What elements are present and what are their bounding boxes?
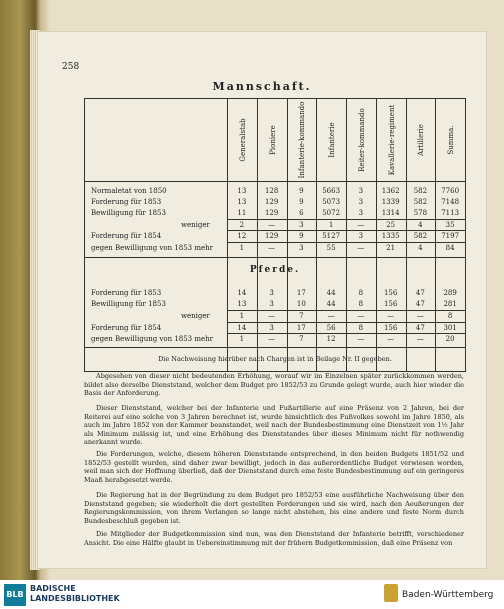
table-cell: 1 [328, 221, 334, 229]
table-cell: 21 [386, 244, 396, 252]
table-cell: 8 [358, 324, 364, 332]
table-cell: 6 [299, 209, 304, 217]
table-cell: 281 [443, 300, 457, 308]
body-paragraph: Die Forderungen, welche, diesem höheren Dienststande entsprechend, in den beiden Budgets 1851/52 und 1852/53 gestellt wurden, sind daher zwar bewilligt, jedoch in das außerordentliche Budget verwiesen worden, weil man sich der Hoffnung überließ, daß der Dienststand durch eine feste Bundesbestimmung auf ein geringeres Maaß herabgesetzt werde. [84, 450, 464, 484]
table-cell: 47 [415, 324, 425, 332]
table-cell: 129 [264, 198, 279, 206]
column-header-label: Infanterie [328, 122, 337, 158]
table-cell: — [357, 221, 365, 229]
table-cell: 14 [237, 324, 247, 332]
table-cell: — [327, 312, 335, 320]
table-cell: 12 [326, 335, 336, 343]
table-note: Die Nachweisung hierüber nach Chargen ist in Beilage Nr. II gegeben. [158, 355, 392, 363]
table-cell: 1 [239, 244, 245, 252]
row-divider [227, 333, 465, 334]
table-cell: 14 [237, 289, 247, 297]
state-name: Baden-Württemberg [402, 590, 494, 600]
table-cell: 8 [447, 312, 453, 320]
library-line-2: LANDESBIBLIOTHEK [30, 594, 120, 603]
table-cell: 2 [239, 221, 245, 229]
table-cell: 9 [299, 198, 304, 206]
table-cell: 55 [326, 244, 336, 252]
row-label: Forderung für 1854 [91, 324, 162, 332]
column-header [287, 99, 318, 181]
table-cell: 5073 [322, 198, 341, 206]
table-cell: 56 [326, 324, 336, 332]
table-cell: 5663 [322, 187, 341, 195]
table-cell: 1 [239, 335, 245, 343]
table-header [85, 99, 465, 182]
table-cell: 3 [358, 232, 364, 240]
table-cell: 44 [326, 289, 336, 297]
table-cell: 17 [296, 289, 306, 297]
table-row [85, 312, 465, 322]
table-cell: 1339 [381, 198, 400, 206]
table-cell: 35 [445, 221, 455, 229]
data-table [84, 98, 466, 372]
column-header [257, 99, 288, 181]
column-header [346, 99, 377, 181]
row-divider [227, 322, 465, 323]
column-header [435, 99, 466, 181]
library-line-1: BADISCHE [30, 584, 76, 593]
table-cell: 4 [418, 221, 423, 229]
table-row [85, 232, 465, 242]
table-cell: — [387, 312, 395, 320]
table-cell: 128 [264, 187, 279, 195]
table-row [85, 289, 465, 299]
table-cell: 8 [358, 289, 364, 297]
table-cell: 7 [299, 335, 304, 343]
section-title: Pferde. [249, 265, 301, 275]
table-cell: 47 [415, 289, 425, 297]
table-cell: — [357, 312, 365, 320]
column-header-label: Summa. [447, 125, 456, 155]
table-cell: 1335 [381, 232, 400, 240]
table-cell: — [416, 335, 424, 343]
column-header-label: Infanterie-kommando [298, 101, 307, 179]
table-cell: 1 [239, 312, 245, 320]
table-cell: 5072 [322, 209, 341, 217]
table-cell: 3 [358, 187, 364, 195]
table-cell: — [268, 312, 276, 320]
table-cell: 129 [264, 209, 279, 217]
table-cell: 129 [264, 232, 279, 240]
row-label: weniger [181, 221, 210, 229]
table-cell: 3 [299, 221, 304, 229]
table-cell: 582 [413, 232, 428, 240]
table-cell: 20 [445, 335, 455, 343]
table-cell: 3 [358, 209, 364, 217]
body-paragraph: Die Mitglieder der Budgetkommission sind nun, was den Dienststand der Infanterie betrifft, verschiedener Ansicht. Die eine Hälfte glaubt in Uebereinstimmung mit der frühern Budgetkommission, daß eine Präsenz von [84, 530, 464, 547]
row-label: weniger [181, 312, 210, 320]
table-cell: 156 [383, 289, 398, 297]
table-cell: 578 [413, 209, 428, 217]
table-cell: 47 [415, 300, 425, 308]
table-cell: 7148 [441, 198, 460, 206]
row-label: Forderung für 1853 [91, 289, 162, 297]
column-header-label: Kavallerie-regiment [387, 104, 396, 176]
table-cell: — [268, 221, 276, 229]
table-cell: 13 [237, 198, 247, 206]
row-divider [227, 242, 465, 243]
row-label: Bewilligung für 1853 [91, 209, 166, 217]
library-name [30, 584, 120, 604]
table-cell: 582 [413, 187, 428, 195]
blb-logo: BLB [4, 584, 26, 606]
row-label: Forderung für 1853 [91, 198, 162, 206]
table-cell: 4 [418, 244, 423, 252]
table-cell: 9 [299, 232, 304, 240]
state-coat-of-arms-icon [384, 584, 398, 602]
table-cell: 1314 [381, 209, 400, 217]
table-cell: — [357, 335, 365, 343]
column-header [376, 99, 407, 181]
row-label: gegen Bewilligung von 1853 mehr [91, 244, 213, 252]
table-cell: 3 [269, 289, 274, 297]
row-divider [227, 219, 465, 220]
table-cell: — [268, 335, 276, 343]
table-row [85, 335, 465, 345]
table-row [85, 300, 465, 310]
table-row [85, 244, 465, 254]
table-cell: 10 [296, 300, 306, 308]
table-cell: 13 [237, 187, 247, 195]
table-cell: 582 [413, 198, 428, 206]
column-header [316, 99, 347, 181]
table-row [85, 187, 465, 197]
table-cell: 7113 [441, 209, 460, 217]
table-cell: 156 [383, 300, 398, 308]
book-page [38, 32, 486, 568]
table-cell: 301 [443, 324, 457, 332]
table-cell: 44 [326, 300, 336, 308]
table-cell: — [357, 244, 365, 252]
body-paragraph: Die Regierung hat in der Begründung zu dem Budget pro 1852/53 eine ausführliche Nachweisung über den Dienststand gegeben; sie wiederholt die dort gestellten Forderungen und sie wird, nach den Aeußerungen der Regierungskommission, von ihrem Verlangen so lange nicht abstehen, bis eine andere und feste Norm durch Bundesbeschluß gegeben ist. [84, 491, 464, 525]
body-paragraph: Abgesehen von dieser nicht bedeutenden Erhöhung, worauf wir im Einzelnen später zurückkommen werden, bildet also derselbe Dienststand, welcher dem Budget pro 1852/53 zu Grunde gelegt wurde, auch hier wieder die Basis der Anforderung. [84, 372, 464, 398]
table-cell: 289 [443, 289, 457, 297]
table-cell: 17 [296, 324, 306, 332]
table-cell: 3 [269, 324, 274, 332]
row-label: Normaletat von 1850 [91, 187, 167, 195]
table-cell: 84 [445, 244, 455, 252]
table-cell: 25 [386, 221, 396, 229]
table-cell: — [387, 335, 395, 343]
row-divider [227, 230, 465, 231]
table-cell: 9 [299, 187, 304, 195]
table-cell: 12 [237, 232, 247, 240]
column-header-label: Artillerie [417, 124, 426, 156]
table-row [85, 209, 465, 219]
table-cell: 11 [237, 209, 247, 217]
column-header [406, 99, 437, 181]
page-title: Mannschaft. [212, 80, 312, 93]
section-divider [85, 257, 465, 258]
table-cell: — [416, 312, 424, 320]
section-divider [85, 347, 465, 348]
table-cell: 7197 [441, 232, 460, 240]
body-paragraph: Dieser Dienststand, welcher bei der Infanterie und Fußartillerie auf eine Präsenz von 2 Jahren, bei der Reiterei auf eine solche von 3 Jahren berechnet ist, wurde hinsichtlich des Fußvolkes sowohl im Jahre 1850, als auch im Jahre 1852 von der Kammer beanstandet, weil nach der Bundesbestimmung eine Dienstzeit von 1½ Jahr als Minimum zulässig ist, und eine Erhöhung des Dienststandes über dieses Minimum nicht für nothwendig anerkannt wurde. [84, 404, 464, 447]
table-cell: 8 [358, 300, 364, 308]
table-cell: 1362 [381, 187, 400, 195]
column-header-label: Pioniere [268, 125, 277, 155]
table-cell: 7 [299, 312, 304, 320]
table-row [85, 198, 465, 208]
table-cell: 3 [299, 244, 304, 252]
column-header-label: Reiter-kommando [357, 108, 366, 172]
table-cell: 13 [237, 300, 247, 308]
column-header-label: Generalstab [238, 118, 247, 162]
page-number: 258 [62, 62, 80, 72]
table-cell: 7760 [441, 187, 460, 195]
table-cell: 156 [383, 324, 398, 332]
row-label: gegen Bewilligung von 1853 mehr [91, 335, 213, 343]
table-cell: 3 [358, 198, 364, 206]
column-header [227, 99, 258, 181]
table-cell: — [268, 244, 276, 252]
table-cell: 5127 [322, 232, 341, 240]
row-label: Forderung für 1854 [91, 232, 162, 240]
table-cell: 3 [269, 300, 274, 308]
row-label: Bewilligung für 1853 [91, 300, 166, 308]
row-divider [227, 310, 465, 311]
